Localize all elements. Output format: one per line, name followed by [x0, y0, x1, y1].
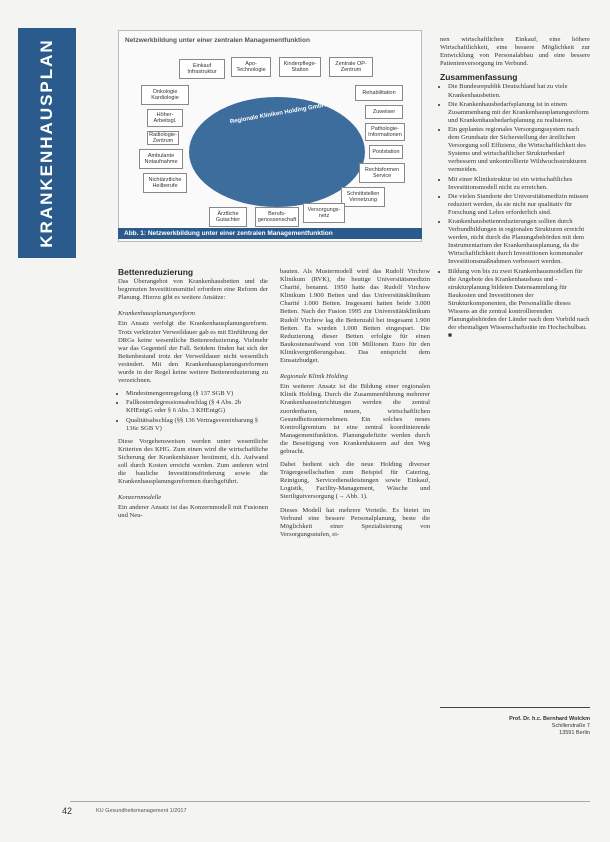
list-item: • Krankenhausbettenreduzierungen sollten durch Verbundbildungen in regionalen Strukturen erreicht werden, nicht durch die Planungsbehörden mit dem Instrumentarium der Krankenhausplanung, da die Wirtschaftlichkeit durch Investitionen kommunaler Investitionsmaßnahmen verbessert werden. [448, 218, 590, 267]
figure-box: Zuweiser [365, 105, 403, 119]
paragraph: Ein weiterer Ansatz ist die Bildung einer regionalen Klinik Holding. Durch die Zusammenführung mehrerer Krankenhauseinrichtungen werden die zentral zuordenbaren, neuen, wirtschaftlichen Gesundheitsunternehmen. Ein solches neues Kontrollgremium ist eine zentral koordinierende Managementfunktion. Planungsdefizite werden durch die Beseitigung von Krankenhäusern auf den Weg gebracht. [280, 383, 430, 455]
list-item: • Qualitätsabschlag (§§ 136 Vertragsvereinbarung § 136c SGB V) [126, 417, 268, 433]
figure-box: Poolstation [369, 145, 403, 159]
figure-box: Ärztliche Gutachter [209, 207, 247, 227]
figure-box: Einkauf Infrastruktur [179, 59, 225, 79]
list-item: • Mit einer Klinikstruktur ist ein wirtschaftliches Investitionsmodell nicht zu erreichen. [448, 176, 590, 192]
paragraph: Ein Ansatz verfolgt die Krankenhausplanungsreform. Trotz verkürzter Verweildauer gab es mit Einführung der DRGs keine wesentliche Bettenreduzierung. Vielmehr war das Gegenteil der Fall. Seitdem finden hat sich der Bettenbestand trotz der Verweildauer nicht wesentlich verändert. Mit den Krankenhausplanungsreformen wurde in der Regel keine weitere Bettenreduzierung zu verzeichnen. [118, 320, 268, 385]
figure-box: Nichtärztliche Heilberufe [143, 173, 187, 193]
figure-box: Radiologie-Zentrum [147, 131, 179, 145]
list-item: • Die Bundesrepublik Deutschland hat zu viele Krankenhausbetten. [448, 83, 590, 99]
paragraph: Dabei bedient sich die neue Holding diverser Trägergesellschaften zum Beispiel für Catering, Reinigung, Servicedienstleistungen sowie Einkauf, Logistik, Facility-Management, Wäsche und Steriligutversorgung (→ Abb. 1). [280, 461, 430, 501]
figure-box: Zentrale OP-Zentrum [329, 57, 373, 77]
figure-box: Kinderpflege-Station [279, 57, 321, 77]
figure-box: Höher-Arbeitsgl. [147, 109, 183, 127]
list-item: • Die Krankenhausbedarfsplanung ist in einem Zusammenhang mit der Krankenhausplanungsreform und Krankenhausbedarfsplanung zu realisieren. [448, 101, 590, 125]
bullet-list [440, 83, 590, 340]
figure-title: Netzwerkbildung unter einer zentralen Managementfunktion [125, 37, 310, 44]
list-item: • Ein geplantes regionales Versorgungssystem nach dem Grundsatz der Sicherstellung der ärztlichen Versorgung soll Effizienz, die Wirtschaftlichkeit des Systems und wirtschaftlicher Strukturbedarf verbessern und unkontrollierte Wildwuchsstrukturen vermeiden. [448, 126, 590, 175]
bullet-list [118, 390, 268, 432]
list-item: • Bildung von bis zu zwei Krankenhausmodellen für die Angebote des Krankenhausbaus und -strukturplanung bildeten Datensammlung für Baukosten und Investitionen der Strukturkomponenten, die Personalfälle dieses Wissens an die zentral kontrollierenden Planungsbehörden der Länder nach dem Vorbild nach der ehemaligen Wissenschaftsräte im Hochschulbau. ■ [448, 268, 590, 341]
list-item: • Die vielen Standorte der Universitätsmedizin müssen reduziert werden, da sie nicht nur qualitativ für Forschung und Lehre erforderlich sind. [448, 193, 590, 217]
section-sidebar [18, 28, 76, 258]
author-street: Schillerstraße 7 [551, 723, 590, 729]
figure-box: Schnittstellen Vernetzung [341, 187, 385, 207]
heading-zusammenfassung: Zusammenfassung [440, 72, 518, 83]
figure-box: Apo-Technologie [231, 57, 271, 77]
list-item: • Fallkostendegressionsabschlag (§ 4 Abs. 2b KHEntgG oder § 6 Abs. 3 KHEntgG) [126, 399, 268, 415]
journal-name: KU Gesundheitsmanagement 1/2017 [96, 808, 187, 814]
subheading: Konzernmodelle [118, 494, 162, 502]
figure-box: Pathologie-Informationen [365, 123, 405, 141]
figure-box: Versorgungs-netz [303, 203, 345, 223]
paragraph: Ein anderer Ansatz ist das Konzernmodell mit Fusionen und Neu- [118, 504, 268, 520]
author-name: Prof. Dr. h.c. Bernhard Wolckm [509, 716, 590, 722]
list-item: • Mindestmengenregelung (§ 137 SGB V) [126, 390, 268, 398]
holding-label: Regionale Kliniken Holding GmbH [229, 102, 327, 126]
section-label: KRANKENHAUSPLAN [37, 38, 56, 248]
figure-box: Ambulante Notaufnahme [139, 149, 183, 169]
figure-box: Rehabilitation [355, 85, 403, 101]
column-3 [440, 36, 590, 345]
page-number: 42 [62, 806, 73, 816]
figure-caption: Abb. 1: Netzwerkbildung unter einer zentralen Managementfunktion [118, 228, 422, 239]
paragraph: Diese Vorgehensweisen werden unter wesentliche Kriterien des KHG. Zum einen wird die wirtschaftliche Sicherung der Krankenhäuser bestimmt, d.h. Aufwand soll durch Kosten erreicht werden. Zum anderen wird die bauliche Investitionsförderung sowie die Krankenhausplanungsreformen durchgeführt. [118, 437, 268, 486]
network-figure [118, 30, 422, 242]
figure-box: Rechtsformen Service [359, 163, 405, 183]
paragraph: bauten. Als Mustermodell wird das Rudolf Virchow Klinikum (RVK), die heutige Universitätsmedizin Charité, benannt. 1950 hatte das Rudolf Virchow Klinikum 1.900 Betten und das Universitätsklinikum Charité 1.000 Betten. Insgesamt hatten beide 3.000 Betten. Nach der Fusion 1995 zur Universitätsklinikum Rudolf Virchow lag die Bettenzahl bei insgesamt 1.900 Betten. Es wurden 1.000 Betten eingespart. Die Reduzierung dieser Betten erfolgte für einen Baukostenaufwand von 100 Millionen Euro für den Klinikvergrößerungsbau. Das entspricht dem Einsatzbudget. [280, 268, 430, 365]
author-city: 13591 Berlin [559, 730, 590, 736]
subheading: Regionale Klinik Holding [280, 373, 348, 381]
author-block [450, 716, 590, 737]
figure-box: Onkologie Kardiologie [141, 85, 189, 105]
paragraph: Das Überangebot von Krankenhausbetten und die begrenzten Investitionsmittel erfordern eine Reform der Planung. Hierzu gibt es weitere Ansätze: [118, 278, 268, 302]
heading-bettenreduzierung: Bettenreduzierung [118, 267, 194, 277]
author-divider [440, 707, 590, 708]
paragraph: Dieses Modell hat mehrere Vorteile. Es bietet im Verbund eine bessere Personalplanung, beste die Möglichkeit einer Spezialisierung von Versorgungsstufen, ei- [280, 506, 430, 538]
column-2 [280, 268, 430, 544]
figure-box: Berufs-genossenschaft [255, 207, 299, 227]
column-1 [118, 268, 268, 526]
footer-divider [70, 801, 590, 802]
subheading: Krankenhausplanungsreform [118, 310, 196, 318]
paragraph: nen wirtschaftlichen Einkauf, eine höhere Wirtschaftlichkeit, eine bessere Möglichkeit zur Entwicklung von Personalabbau und eine bessere Patientenversorgung im Verbund. [440, 36, 590, 68]
